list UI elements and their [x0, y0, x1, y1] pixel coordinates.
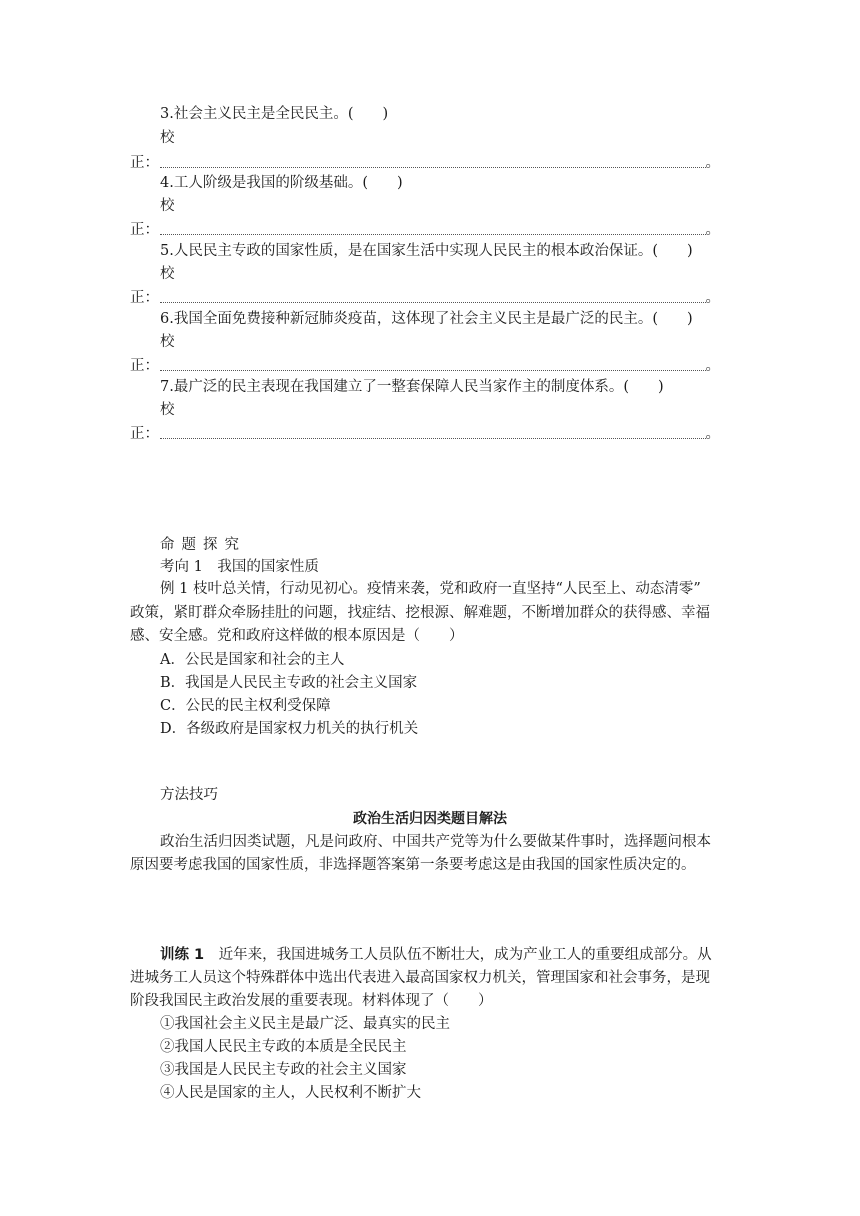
zheng-label: 正：	[130, 155, 159, 171]
method-line: 原因要考虑我国的国家性质，非选择题答案第一条要考虑这是由我国的国家性质决定的。	[130, 857, 696, 873]
question-text: 7.最广泛的民主表现在我国建立了一整套保障人民当家作主的制度体系。( )	[160, 379, 664, 395]
period-mark: 。	[705, 155, 720, 171]
period-mark: 。	[705, 290, 720, 306]
training-option-1[interactable]: ①我国社会主义民主是最广泛、最真实的民主	[160, 1016, 450, 1032]
xiao-label: 校	[160, 266, 175, 282]
example-line: 政策，紧盯群众牵肠挂肚的问题，找症结、挖根源、解难题，不断增加群众的获得感、幸福	[130, 605, 710, 621]
question-text: 4.工人阶级是我国的阶级基础。( )	[160, 175, 403, 191]
training-option-4[interactable]: ④人民是国家的主人，人民权利不断扩大	[160, 1085, 421, 1101]
period-mark: 。	[705, 222, 720, 238]
dotted-blank[interactable]	[160, 296, 706, 303]
method-line: 政治生活归因类试题，凡是问政府、中国共产党等为什么要做某件事时，选择题问根本	[160, 834, 711, 850]
training-option-3[interactable]: ③我国是人民民主专政的社会主义国家	[160, 1062, 407, 1078]
training-label: 训练 1	[160, 947, 205, 963]
training-line: 阶段我国民主政治发展的重要表现。材料体现了（ ）	[130, 993, 493, 1009]
option-a[interactable]: A．公民是国家和社会的主人	[160, 652, 345, 668]
question-text: 6.我国全面免费接种新冠肺炎疫苗，这体现了社会主义民主是最广泛的民主。( )	[160, 311, 693, 327]
training-first-line	[160, 945, 712, 965]
xiao-label: 校	[160, 334, 175, 350]
xiao-label: 校	[160, 198, 175, 214]
option-c[interactable]: C．公民的民主权利受保障	[160, 698, 331, 714]
period-mark: 。	[705, 358, 720, 374]
example-line: 感、安全感。党和政府这样做的根本原因是（ ）	[130, 628, 464, 644]
dotted-blank[interactable]	[160, 161, 706, 168]
option-d[interactable]: D．各级政府是国家权力机关的执行机关	[160, 721, 419, 737]
zheng-label: 正：	[130, 426, 159, 442]
example-line: 例 1 枝叶总关情，行动见初心。疫情来袭，党和政府一直坚持“人民至上、动态清零”	[160, 581, 701, 597]
question-text: 3.社会主义民主是全民民主。( )	[160, 106, 389, 122]
dotted-blank[interactable]	[160, 228, 706, 235]
answer-line[interactable]	[130, 153, 720, 173]
training-line: 近年来，我国进城务工人员队伍不断壮大，成为产业工人的重要组成部分。从	[204, 947, 712, 963]
xiao-label: 校	[160, 130, 175, 146]
method-heading: 方法技巧	[160, 787, 218, 803]
answer-line[interactable]	[130, 424, 720, 444]
xiao-label: 校	[160, 402, 175, 418]
training-option-2[interactable]: ②我国人民民主专政的本质是全民民主	[160, 1039, 407, 1055]
zheng-label: 正：	[130, 290, 159, 306]
answer-line[interactable]	[130, 356, 720, 376]
direction-heading: 考向 1 我国的国家性质	[160, 559, 319, 575]
section-heading: 命题探究	[160, 537, 246, 553]
zheng-label: 正：	[130, 222, 159, 238]
answer-line[interactable]	[130, 220, 720, 240]
zheng-label: 正：	[130, 358, 159, 374]
option-b[interactable]: B．我国是人民民主专政的社会主义国家	[160, 675, 418, 691]
method-title: 政治生活归因类题目解法	[353, 811, 507, 827]
dotted-blank[interactable]	[160, 432, 706, 439]
period-mark: 。	[705, 426, 720, 442]
answer-line[interactable]	[130, 288, 720, 308]
training-line: 进城务工人员这个特殊群体中选出代表进入最高国家权力机关，管理国家和社会事务，是现	[130, 970, 710, 986]
dotted-blank[interactable]	[160, 364, 706, 371]
question-text: 5.人民民主专政的国家性质，是在国家生活中实现人民民主的根本政治保证。( )	[160, 243, 693, 259]
